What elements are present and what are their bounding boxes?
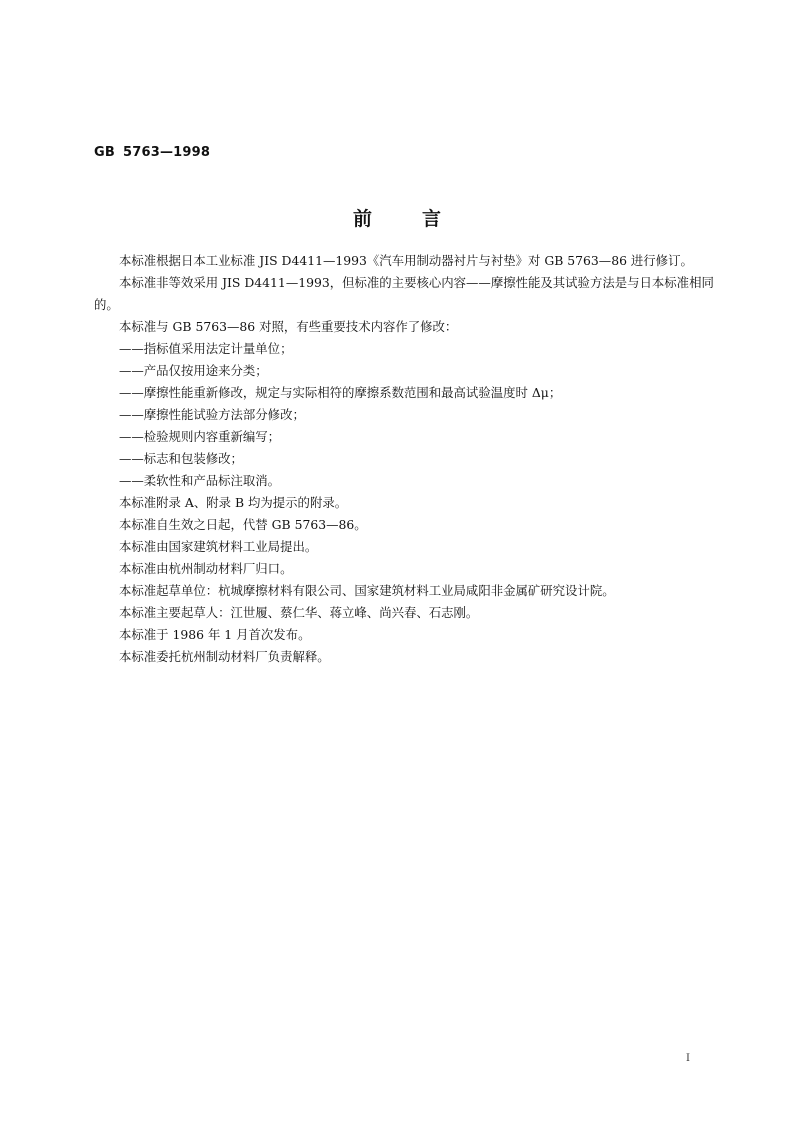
paragraph: 本标准与 GB 5763—86 对照，有些重要技术内容作了修改： bbox=[119, 319, 458, 334]
paragraph: 本标准自生效之日起，代替 GB 5763—86。 bbox=[119, 517, 367, 532]
list-item: ——指标值采用法定计量单位； bbox=[119, 341, 293, 356]
page-number: I bbox=[686, 1053, 690, 1064]
page-title: 前言 bbox=[352, 208, 491, 230]
list-item: ——检验规则内容重新编写； bbox=[119, 429, 281, 444]
paragraph: 本标准主要起草人：江世履、蔡仁华、蒋立峰、尚兴春、石志刚。 bbox=[119, 605, 479, 620]
list-item: ——柔软性和产品标注取消。 bbox=[119, 473, 281, 488]
paragraph: 本标准非等效采用 JIS D4411—1993，但标准的主要核心内容——摩擦性能及其试验方法是与日本标准相同的。 bbox=[94, 275, 714, 312]
standard-number: 5763—1998 bbox=[122, 145, 211, 160]
list-item: ——标志和包装修改； bbox=[119, 451, 243, 466]
list-item: ——摩擦性能试验方法部分修改； bbox=[119, 407, 305, 422]
paragraph: 本标准委托杭州制动材料厂负责解释。 bbox=[119, 649, 330, 664]
paragraph: 本标准起草单位：杭城摩擦材料有限公司、国家建筑材料工业局咸阳非金属矿研究设计院。 bbox=[119, 583, 615, 598]
list-item: ——产品仅按用途来分类； bbox=[119, 363, 268, 378]
paragraph: 本标准根据日本工业标准 JIS D4411—1993《汽车用制动器衬片与衬垫》对 GB 5763—86 进行修订。 bbox=[119, 253, 693, 268]
list-item: ——摩擦性能重新修改，规定与实际相符的摩擦系数范围和最高试验温度时 Δμ； bbox=[119, 385, 562, 400]
paragraph: 本标准由国家建筑材料工业局提出。 bbox=[119, 539, 318, 554]
paragraph: 本标准于 1986 年 1 月首次发布。 bbox=[119, 627, 311, 642]
paragraph: 本标准由杭州制动材料厂归口。 bbox=[119, 561, 293, 576]
foreword-body bbox=[94, 250, 714, 668]
paragraph: 本标准附录 A、附录 B 均为提示的附录。 bbox=[119, 495, 348, 510]
standard-code: GB bbox=[94, 145, 115, 160]
document-header bbox=[94, 145, 210, 160]
